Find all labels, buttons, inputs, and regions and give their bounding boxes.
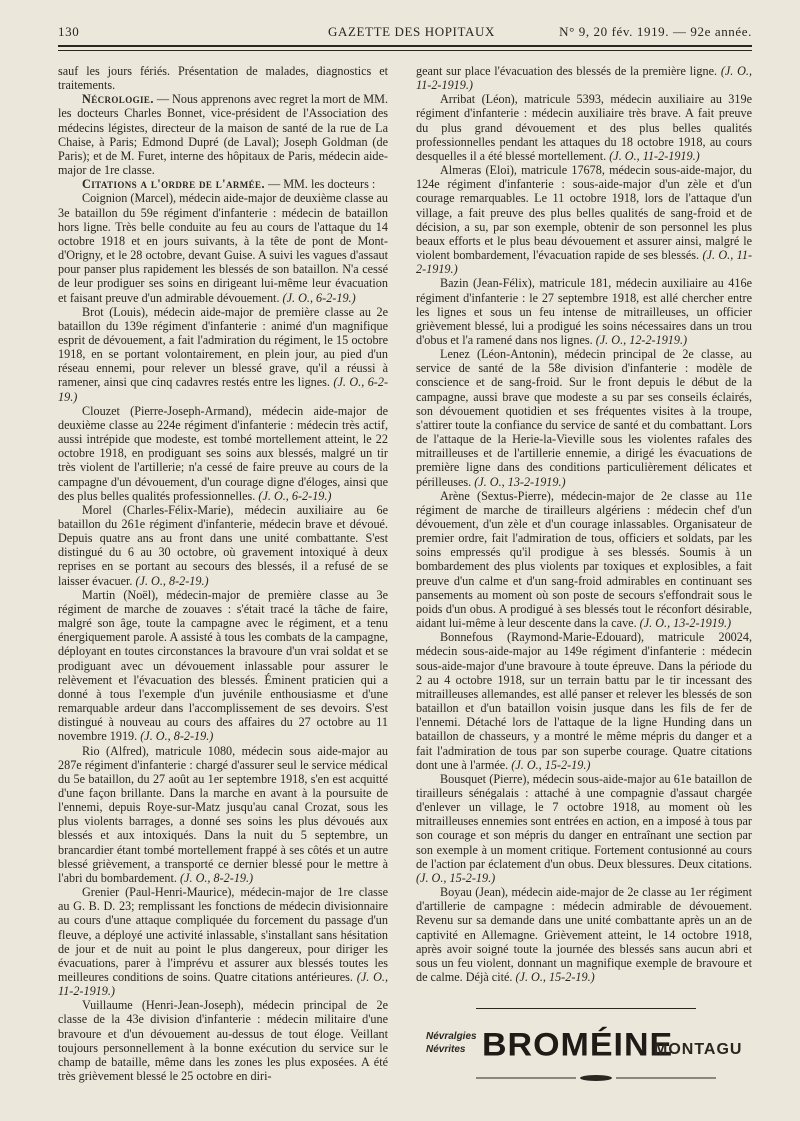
journal-reference: (J. O., 15-2-19.) xyxy=(515,970,595,984)
citation-paragraph xyxy=(58,744,388,886)
citation-paragraph xyxy=(58,92,388,177)
journal-reference: (J. O., 8-2-19.) xyxy=(135,573,209,588)
journal-reference: (J. O., 11-2-1919.) xyxy=(416,64,752,93)
journal-reference: (J. O., 12-2-1919.) xyxy=(595,332,688,347)
paragraph-text: — Nous apprenons avec regret la mort de MM. les docteurs Charles Bonnet, vice-président de l'Association des médecins légistes, directeur de la maison de santé de la rue de La Chaise, à Paris; Edmond Dupré (de Laval); Joseph Goldman (de Paris); et de M. Furet, interne des hôpitaux de Paris, médecin aide-major de 1re classe. xyxy=(58,92,388,178)
citation-paragraph xyxy=(416,64,752,92)
citation-paragraph xyxy=(416,489,752,631)
journal-reference: (J. O., 15-2-19.) xyxy=(416,870,496,885)
journal-reference: (J. O., 11-2-1919.) xyxy=(416,248,752,277)
citation-paragraph xyxy=(416,276,752,347)
paragraph-text: geant sur place l'évacuation des blessés de la première ligne. xyxy=(416,64,718,78)
paragraph-text: Bazin (Jean-Félix), matricule 181, médecin auxiliaire au 416e régiment d'infanterie : le 27 septembre 1918, est allé chercher entre les lignes et sous un feu intense de mitrailleuses, un officier grièvement blessé, lui a prodigué les soins nécessaires dans un trou d'obus et l'a ramené dans nos lignes. xyxy=(416,276,752,347)
citation-paragraph xyxy=(58,885,388,998)
paragraph-text: Coignion (Marcel), médecin aide-major de deuxième classe au 3e bataillon du 59e régiment d'infanterie : médecin de bataillon hors ligne. Très belle conduite au feu au cours de l'attaque du 14 octobre 1918 et en jours suivants, à la tête de pont de Mont-d'Origny, et le 28 octobre, devant Guise. A suivi les vagues d'assaut pour panser plus rapidement les blessés de son bataillon. N'a cessé de leur prodiguer ses soins en dirigeant lui-même leur évacuation et faisant preuve d'un admirable dévouement. xyxy=(58,191,388,305)
ad-product-name: BROMÉINE xyxy=(482,1026,674,1064)
journal-reference: (J. O., 6-2-19.) xyxy=(282,290,356,305)
paragraph-text: Lenez (Léon-Antonin), médecin principal de 2e classe, au service de santé de la 58e division d'infanterie : modèle de conscience et de sang-froid. Sur le front depuis le début de la campagne, aussi brave que modeste a su par ses conseils éclairés, son dévouement quotidien et ses fréquentes visites à la troupe, s'attirer toute la confiance du service de santé et du combattant. Lors de l'attaque de la Herie-la-Vieville sous les violentes rafales des mitrailleuses et de l'artillerie ennemie, a dirigé les évacuations de première ligne dans des conditions particulièrement délicates et périlleuses. xyxy=(416,347,752,489)
paragraph-text: Martin (Noël), médecin-major de première classe au 3e régiment de marche de zouaves : s'était tracé la tâche de faire, malgré son âge, toute la campagne avec le régiment, et a tenu énergiquement parole. A assisté à tous les combats de la campagne, déployant en toutes circonstances la bravoure d'un vrai soldat et se prodiguant avec un dévouement inlassable pour assurer le relèvement et l'évacuation des blessés. Éminent praticien qui a donné à tous l'exemple d'un juvénile enthousiasme et d'une remarquable ardeur dans l'accomplissement de ses devoirs. S'est distingué à nouveau au cours des affaires du 27 octobre au 11 novembre 1919. xyxy=(58,587,388,744)
journal-reference: (J. O., 8-2-19.) xyxy=(180,870,254,885)
citation-paragraph xyxy=(58,191,388,304)
citation-paragraph xyxy=(416,630,752,772)
citation-paragraph xyxy=(58,64,388,92)
paragraph-text: — MM. les docteurs : xyxy=(264,177,376,192)
issue-info: N° 9, 20 fév. 1919. — 92e année. xyxy=(559,24,752,39)
citation-paragraph xyxy=(58,404,388,503)
journal-reference: (J. O., 6-2-19.) xyxy=(258,488,332,503)
paragraph-text: Grenier (Paul-Henri-Maurice), médecin-major de 1re classe au G. B. D. 23; remplissant les fonctions de médecin divisionnaire au cours d'une attaque compliquée du forcement du passage d'un fleuve, a déployé une activité inlassable, s'installant sans hésitation de jour et de nuit au point le plus dangereux, pour diriger les évacuations, parer à l'imprévu et assurer aux blessés toutes les meilleures conditions de soins. Quatre citations antérieures. xyxy=(58,885,388,984)
section-heading: Citations a l'ordre de l'armée. xyxy=(82,177,265,192)
journal-reference: (J. O., 8-2-19.) xyxy=(140,729,214,744)
paragraph-text: Boyau (Jean), médecin aide-major de 2e classe au 1er régiment d'artillerie de campagne : médecin admirable de dévouement. Revenu sur sa demande dans une unité combattante après un an de captivité en Allemagne. Grièvement atteint, le 14 octobre 1918, après avoir soigné toute la journée des blessés sans aucun abri et sous un feu violent, donnant un magnifique exemple de bravoure et de calme. Déjà cité. xyxy=(416,885,752,984)
paragraph-text: Brot (Louis), médecin aide-major de première classe au 2e bataillon du 139e régiment d'infanterie : animé d'un magnifique esprit de dévouement, a fait l'admiration du régiment, le 15 octobre 1918, en se portant volontairement, en plein jour, au pied d'un réseau ennemi, pour relever un blessé grave, qu'il a réussi à ramener, ainsi que cinq cadavres restés entre les lignes. xyxy=(58,304,388,390)
citation-paragraph xyxy=(58,305,388,404)
paragraph-text: Arribat (Léon), matricule 5393, médecin auxiliaire au 319e régiment d'infanterie : médecin auxiliaire très brave. A fait preuve du plus grand dévouement et des plus belles qualités professionnelles pendant les attaques du 18 octobre 1918, au cours desquelles il a été blessé mortellement. xyxy=(416,92,752,163)
paragraph-text: Bonnefous (Raymond-Marie-Edouard), matricule 20024, médecin sous-aide-major au 149e régiment d'infanterie : médecin sous-aide-major d'une bravoure à toute épreuve. Dans la période du 2 au 4 octobre 1918, sur un terrain battu par le tir incessant des mitrailleuses allemandes, est allé panser et relever les blessés de son bataillon et d'un bataillon voisin jusque dans les fils de fer de l'ennemi. Détaché lors de l'attaque de la ligne Hunding dans un bataillon de chasseurs, y a montré le même mépris du danger et a fait l'admiration de tous par son superbe courage. Quatre citations dont une à l'armée. xyxy=(416,630,752,772)
journal-reference: (J. O., 15-2-19.) xyxy=(511,757,591,772)
citation-paragraph xyxy=(416,347,752,489)
paragraph-text: Clouzet (Pierre-Joseph-Armand), médecin aide-major de deuxième classe au 224e régiment d'infanterie : médecin très actif, aussi intrépide que modeste, est tombé mortellement atteint, le 22 octobre 1918, en prodiguant ses soins aux blessés, malgré un tir très violent de l'artillerie; n'a cessé de faire preuve au cours de la campagne d'un dévouement, d'un courage digne d'éloges, ainsi que des plus belles qualités professionnelles. xyxy=(58,403,388,503)
paragraph-text: Arène (Sextus-Pierre), médecin-major de 2e classe au 11e régiment de marche de tirailleurs algériens : médecin chef d'un dévouement, d'un zèle et d'un courage inlassables. Organisateur de premier ordre, fait l'admiration de tous, officiers et soldats, par les soins empressés qu'il prodigue à ses blessés. Soumis à un bombardement des plus violents par toxiques et explosibles, a fait preuve d'un calme et d'un sang-froid admirables en continuant ses pansements au moment où son poste de secours s'effondrait sous le poids d'un obus. A prodigué à ses blessés tout le réconfort désirable, aidant lui-même à leur descente dans la cave. xyxy=(416,488,752,631)
left-column xyxy=(58,64,388,1083)
paragraph-text: Morel (Charles-Félix-Marie), médecin auxiliaire au 6e bataillon du 261e régiment d'infanterie, médecin brave et dévoué. Depuis quatre ans au front dans une unité combattante. S'est distingué du 6 au 30 octobre, où gravement intoxiqué à deux reprises en se portant au secours des blessés, il a refusé de se laisser évacuer. xyxy=(58,502,388,588)
journal-reference: (J. O., 11-2-1919.) xyxy=(609,148,700,163)
paragraph-text: sauf les jours fériés. Présentation de malades, diagnostics et traitements. xyxy=(58,64,388,93)
ad-rule xyxy=(476,1008,696,1009)
journal-reference: (J. O., 13-2-1919.) xyxy=(639,616,732,631)
citation-paragraph xyxy=(58,177,388,191)
journal-title: GAZETTE DES HOPITAUX xyxy=(328,24,495,39)
citation-paragraph xyxy=(416,163,752,276)
citation-paragraph xyxy=(58,998,388,1083)
advertisement xyxy=(416,1008,752,1082)
paragraph-text: Rio (Alfred), matricule 1080, médecin sous aide-major au 287e régiment d'infanterie : chargé d'assurer seul le service médical du 5e bataillon, du 27 août au 1er septembre 1918, s'en est acquitté d'une façon brillante. Dans la marche en avant à la poursuite de l'ennemi, depuis Roye-sur-Matz jusqu'au canal Crozat, sous les plus violents barrages, a donné ses soins les plus dévoués aux blessés et aux intoxiqués. Dans la nuit du 5 septembre, un brancardier étant tombé mortellement frappé à ses côtés et un autre blessé grièvement, a transporté ce dernier blessé pour le mettre à l'abri du bombardement. xyxy=(58,743,388,885)
header-rule xyxy=(58,45,752,47)
right-column xyxy=(416,64,752,984)
citation-paragraph xyxy=(58,588,388,744)
journal-reference: (J. O., 13-2-1919.) xyxy=(474,474,566,489)
journal-reference: (J. O., 11-2-1919.) xyxy=(58,970,388,999)
ad-tagline-1: Névralgies xyxy=(426,1031,477,1042)
paragraph-text: Bousquet (Pierre), médecin sous-aide-major au 61e bataillon de tirailleurs sénégalais : attaché à une compagnie d'assaut chargée d'enlever un village, le 7 octobre 1918, au moment où les mitrailleuses ennemies sont entrées en action, en a imposé à tous par son courage et son mépris du danger en entraînant une section par son exemple à un moment critique. Fortement contusionné au cours de l'action par éclatement d'un obus. Deux blessures. Deux citations. xyxy=(416,771,752,871)
citation-paragraph xyxy=(416,92,752,163)
page-header xyxy=(58,24,752,44)
paragraph-text: Vuillaume (Henri-Jean-Joseph), médecin principal de 2e classe de la 43e division d'infanterie : médecin militaire d'une bravoure et d'un dévouement au-dessus de tout éloge. Veillant toujours personnellement à la bonne exécution du service sur le champ de bataille, même dans les zones les plus exposées. A été très grièvement blessé le 25 octobre en diri- xyxy=(58,998,388,1084)
journal-reference: (J. O., 6-2-19.) xyxy=(58,375,389,404)
ad-ornament-rule xyxy=(476,1074,716,1082)
ad-brand-name: MONTAGU xyxy=(654,1041,743,1058)
citation-paragraph xyxy=(416,885,752,984)
page-number: 130 xyxy=(58,24,80,39)
ad-tagline xyxy=(426,1030,477,1056)
citation-paragraph xyxy=(416,772,752,885)
ad-tagline-2: Névrites xyxy=(426,1044,466,1055)
citation-paragraph xyxy=(58,503,388,588)
section-heading: Nécrologie. xyxy=(82,92,154,107)
header-rule-thin xyxy=(58,50,752,51)
paragraph-text: Almeras (Eloi), matricule 17678, médecin sous-aide-major, du 124e régiment d'infanterie : sous-aide-major d'un zèle et d'un courage remarquables. Le 11 octobre 1918, lors de l'attaque d'un village, a fait preuve des plus belles qualités de sang-froid et de décision, a su, par son exemple, obtenir de son personnel les plus beaux efforts et le plus beau dévouement et assurer ainsi, malgré le violent bombardement, l'évacuation rapide de ses blessés. xyxy=(416,163,752,263)
